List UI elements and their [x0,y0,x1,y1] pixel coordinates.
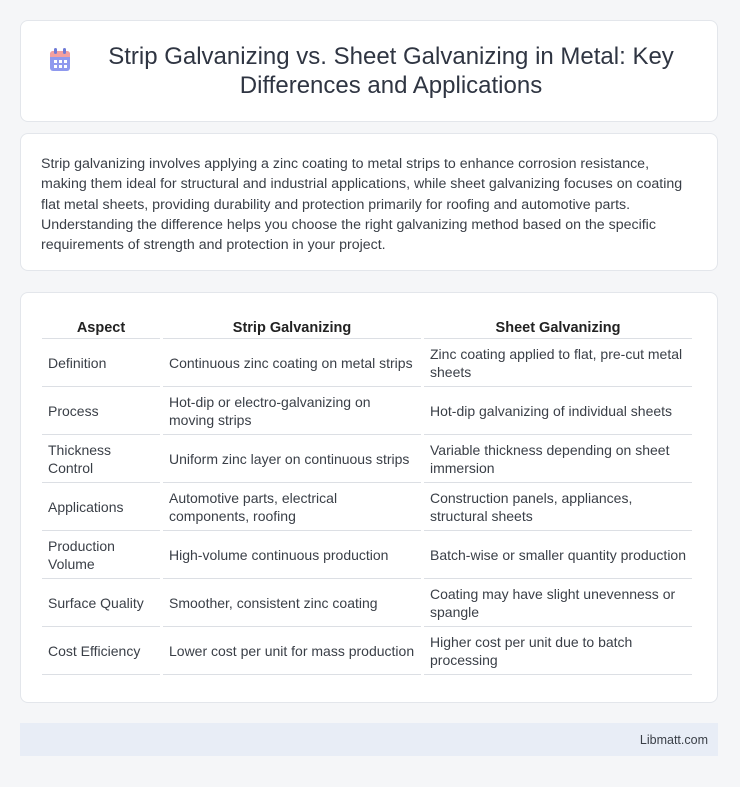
cell-aspect: Production Volume [42,531,160,579]
comparison-table [39,313,695,675]
cell-sheet: Zinc coating applied to flat, pre-cut metal sheets [424,339,692,387]
calendar-icon [49,48,71,72]
cell-strip: High-volume continuous production [163,531,421,579]
cell-aspect: Definition [42,339,160,387]
cell-strip: Automotive parts, electrical components, roofing [163,483,421,531]
table-row [42,435,692,483]
cell-strip: Continuous zinc coating on metal strips [163,339,421,387]
cell-aspect: Surface Quality [42,579,160,627]
cell-strip: Uniform zinc layer on continuous strips [163,435,421,483]
cell-sheet: Variable thickness depending on sheet immersion [424,435,692,483]
table-row [42,339,692,387]
cell-sheet: Hot-dip galvanizing of individual sheets [424,387,692,435]
cell-sheet: Coating may have slight unevenness or spangle [424,579,692,627]
cell-aspect: Process [42,387,160,435]
table-header-row [42,313,692,339]
intro-card [20,133,718,271]
cell-sheet: Construction panels, appliances, structural sheets [424,483,692,531]
intro-paragraph: Strip galvanizing involves applying a zinc coating to metal strips to enhance corrosion resistance, making them ideal for structural and industrial applications, while sheet galvanizing focuses on coating flat metal sheets, providing durability and protection primarily for roofing and automotive parts. Understanding the difference helps you choose the right galvanizing method based on the specific requirements of strength and protection in your project. [41,156,683,254]
cell-strip: Smoother, consistent zinc coating [163,579,421,627]
table-row [42,579,692,627]
footer-site-link[interactable]: Libmatt.com [639,732,708,747]
header-aspect: Aspect [42,313,160,339]
table-row [42,387,692,435]
header-strip-galvanizing: Strip Galvanizing [163,313,421,339]
table-row [42,531,692,579]
cell-sheet: Higher cost per unit due to batch processing [424,627,692,675]
cell-aspect: Cost Efficiency [42,627,160,675]
comparison-table-card [20,292,718,703]
footer-bar [20,723,718,756]
header-sheet-galvanizing: Sheet Galvanizing [424,313,692,339]
table-row [42,483,692,531]
title-row [49,42,689,100]
cell-strip: Hot-dip or electro-galvanizing on moving strips [163,387,421,435]
page-title: Strip Galvanizing vs. Sheet Galvanizing in Metal: Key Differences and Applications [108,43,674,99]
cell-strip: Lower cost per unit for mass production [163,627,421,675]
title-card [20,20,718,122]
cell-sheet: Batch-wise or smaller quantity production [424,531,692,579]
cell-aspect: Applications [42,483,160,531]
table-row [42,627,692,675]
cell-aspect: Thickness Control [42,435,160,483]
